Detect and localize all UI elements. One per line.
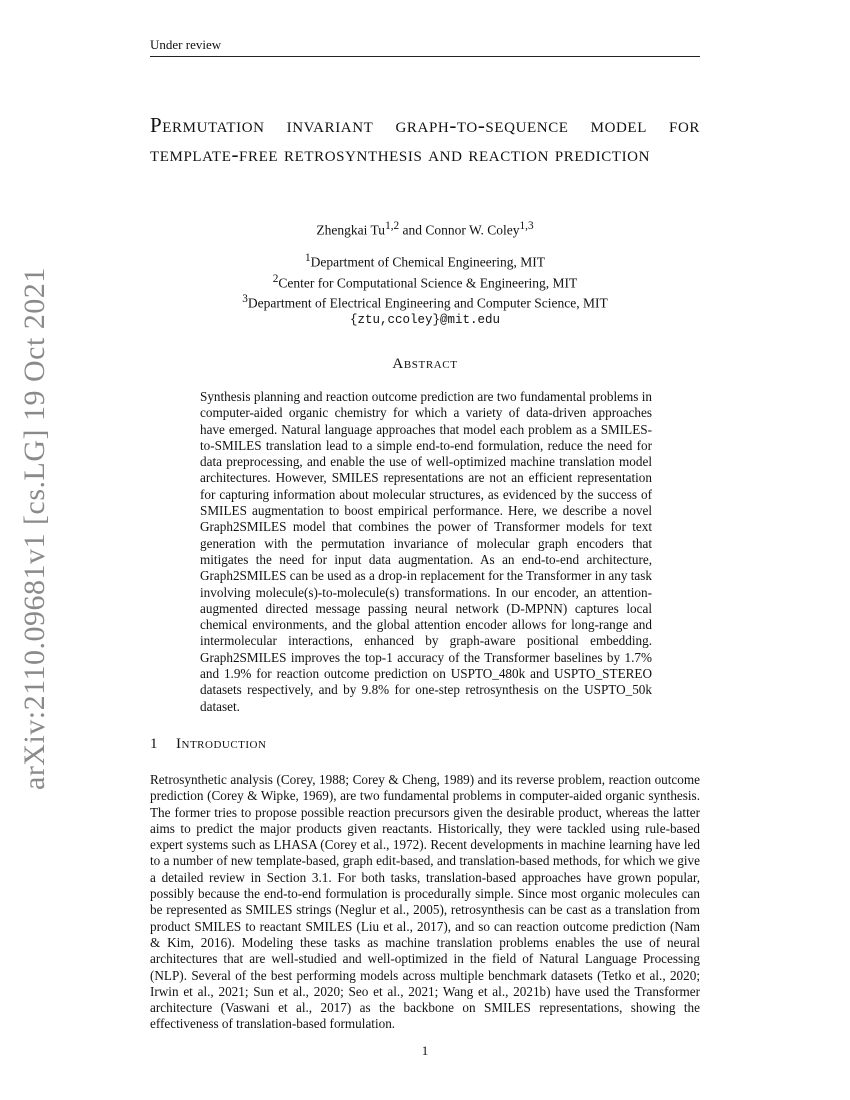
- affiliation-marker: 3: [242, 293, 248, 305]
- affiliation-name: Department of Chemical Engineering, MIT: [310, 254, 545, 270]
- author-name: Zhengkai Tu: [316, 222, 386, 238]
- author-name: Connor W. Coley: [425, 222, 520, 238]
- paper-title: Permutation invariant graph-to-sequence model for template-free retrosynthesis and reaction prediction: [150, 113, 700, 166]
- affiliation-line: [150, 291, 700, 312]
- affiliation-name: Center for Computational Science & Engineering, MIT: [278, 275, 578, 290]
- arxiv-identifier[interactable]: arXiv:2110.09681v1 [cs.LG] 19 Oct 2021: [18, 267, 51, 790]
- affiliation-name: Department of Electrical Engineering and Computer Science, MIT: [247, 295, 608, 311]
- author-affiliation-marker: 1,2: [385, 220, 400, 232]
- author-conjunction: and: [399, 222, 426, 238]
- running-header: Under review: [150, 37, 700, 57]
- introduction-paragraph: Retrosynthetic analysis (Corey, 1988; Corey & Cheng, 1989) and its reverse problem, reaction outcome prediction (Corey & Wipke, 1969), are two fundamental problems in computer-aided organic synthesis. The former tries to propose possible reaction precursors given the desirable product, whereas the latter aims to predict the major products given reactants. Historically, they were tackled using rule-based expert systems such as LHASA (Corey et al., 1972). Recent developments in machine learning have led to a number of new template-based, graph edit-based, and translation-based methods, for which we give a detailed review in Section 3.1. For both tasks, translation-based approaches have grown popular, possibly because the end-to-end formulation is procedurally simple. Since most organic molecules can be represented as SMILES strings (Neglur et al., 2005), retrosynthesis can be cast as a translation from product SMILES to reactant SMILES (Liu et al., 2017), and so can reaction outcome prediction (Nam & Kim, 2016). Modeling these tasks as machine translation problems enables the use of neural architectures that are well-studied and well-optimized in the field of Natural Language Processing (NLP). Several of the best performing models across multiple benchmark datasets (Tetko et al., 2020; Irwin et al., 2021; Sun et al., 2020; Seo et al., 2021; Wang et al., 2021b) have used the Transformer architecture (Vaswani et al., 2017) as the backbone on SMILES representations, showing the effectiveness of translation-based formulation.: [150, 772, 700, 1032]
- affiliation-line: [150, 250, 700, 271]
- author-email[interactable]: {ztu,ccoley}@mit.edu: [349, 312, 501, 327]
- affiliations: [150, 250, 700, 328]
- affiliation-line: [150, 271, 700, 292]
- affiliation-marker: 2: [272, 272, 279, 285]
- section-title: Introduction: [176, 736, 267, 752]
- author-line: [150, 220, 700, 239]
- affiliation-marker: 1: [305, 252, 311, 264]
- section-heading-introduction: [150, 736, 700, 753]
- abstract-text: Synthesis planning and reaction outcome prediction are two fundamental problems in computer-aided organic chemistry for which a variety of data-driven approaches have emerged. Natural language approaches that model each problem as a SMILES-to-SMILES translation lead to a simple end-to-end formulation, reduce the need for data preprocessing, and enable the use of well-optimized machine translation model architectures. However, SMILES representations are not an efficient representation for capturing information about molecular structures, as evidenced by the success of SMILES augmentation to boost empirical performance. Here, we describe a novel Graph2SMILES model that combines the power of Transformer models for text generation with the permutation invariance of molecular graph encoders that mitigates the need for input data augmentation. As an end-to-end architecture, Graph2SMILES can be used as a drop-in replacement for the Transformer in any task involving molecule(s)-to-molecule(s) transformations. In our encoder, an attention-augmented directed message passing neural network (D-MPNN) captures local chemical environments, and the global attention encoder allows for long-range and intermolecular interactions, enhanced by graph-aware positional embedding. Graph2SMILES improves the top-1 accuracy of the Transformer baselines by 1.7% and 1.9% for reaction outcome prediction on USPTO_480k and USPTO_STEREO datasets respectively, and by 9.8% for one-step retrosynthesis on the USPTO_50k dataset.: [200, 389, 652, 714]
- page-number: 1: [421, 1043, 429, 1058]
- abstract-heading: Abstract: [392, 356, 458, 372]
- author-affiliation-marker: 1,3: [519, 220, 534, 232]
- section-number: 1: [150, 736, 158, 752]
